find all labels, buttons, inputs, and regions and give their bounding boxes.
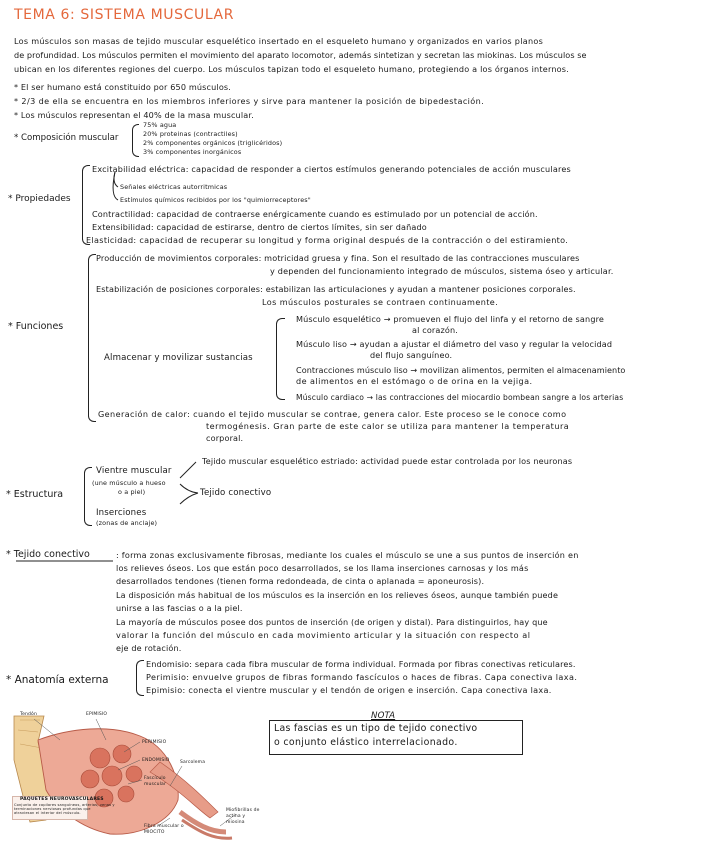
func-calor-1: Generación de calor: cuando el tejido muscular se contrae, genera calor. Este proceso se le conoce como bbox=[98, 409, 567, 419]
almacenar-item-3a: Contracciones músculo liso → movilizan alimentos, permiten el almacenamiento bbox=[296, 365, 626, 375]
funciones-label: * Funciones bbox=[8, 321, 64, 332]
intro-line-1: Los músculos son masas de tejido muscular esquelético insertado en el esqueleto humano y organizados en varios planos bbox=[14, 36, 544, 46]
func-produccion-1: Producción de movimientos corporales: motricidad gruesa y fina. Son el resultado de las contracciones musculares bbox=[96, 253, 580, 263]
almacenar-item-2a: Músculo liso → ayudan a ajustar el diámetro del vaso y regular la velocidad bbox=[296, 339, 613, 349]
nota-line-2: o conjunto elástico interrelacionado. bbox=[274, 737, 458, 748]
figure-caption-title: PAQUETES NEUROVASCULARES bbox=[20, 797, 104, 802]
fig-label-tendon: Tendón bbox=[20, 712, 37, 717]
anatomia-endomisio: Endomisio: separa cada fibra muscular de forma individual. Formada por fibras conectivas reticulares. bbox=[146, 659, 576, 669]
estructura-vientre-note-2: o a piel) bbox=[118, 488, 146, 496]
estructura-vientre: Vientre muscular bbox=[96, 466, 172, 476]
almacenar-item-2b: del flujo sanguíneo. bbox=[370, 350, 453, 360]
estructura-inserciones-note: (zonas de anclaje) bbox=[96, 519, 158, 527]
composicion-item-3: 2% componentes orgánicos (triglicéridos) bbox=[143, 139, 283, 147]
almacenar-item-1a: Músculo esquelético → promueven el flujo del linfa y el retorno de sangre bbox=[296, 314, 605, 324]
func-estabilizacion-1: Estabilización de posiciones corporales: estabilizan las articulaciones y ayudan a mantener posiciones corporales. bbox=[96, 284, 576, 294]
prop-elasticidad: Elasticidad: capacidad de recuperar su longitud y forma original después de la contracción o del estiramiento. bbox=[86, 235, 569, 245]
estructura-tejido-top: Tejido muscular esquelético estriado: actividad puede estar controlada por los neuronas bbox=[202, 456, 573, 466]
figure-caption-line-3: atraviesan el interior del músculo. bbox=[14, 811, 81, 815]
almacenar-item-1b: al corazón. bbox=[412, 325, 459, 335]
tejido-line-5: unirse a las fascias o a la piel. bbox=[116, 603, 243, 613]
func-calor-2: termogénesis. Gran parte de este calor se utiliza para mantener la temperatura bbox=[206, 421, 570, 431]
bullet-3: * Los músculos representan el 40% de la masa muscular. bbox=[14, 110, 254, 120]
estructura-vientre-note-1: (une músculo a hueso bbox=[92, 479, 166, 487]
anatomia-epimisio: Epimisio: conecta el vientre muscular y el tendón de origen e inserción. Capa conectiva laxa. bbox=[146, 685, 552, 695]
bullet-1: * El ser humano está constituido por 650 músculos. bbox=[14, 82, 232, 92]
estructura-label: * Estructura bbox=[6, 489, 64, 500]
fig-label-endomisio: ENDOMISIO bbox=[142, 758, 170, 763]
tejido-line-6: La mayoría de músculos posee dos puntos de inserción (de origen y distal). Para distinguirlos, hay que bbox=[116, 617, 548, 627]
tejido-label: * Tejido conectivo bbox=[6, 549, 90, 560]
composicion-item-2: 20% proteinas (contractiles) bbox=[143, 130, 238, 138]
figure-caption-line-2: terminaciones nerviosas profundas que bbox=[14, 807, 91, 811]
fig-label-perimisio: PERIMISIO bbox=[142, 740, 167, 745]
fibra-muscular bbox=[180, 812, 232, 838]
fig-label-fibra: Fibra muscular o MIOCITO bbox=[144, 824, 184, 835]
almacenar-item-4: Músculo cardiaco → las contracciones del miocardio bombean sangre a los arterias bbox=[296, 393, 624, 402]
figure-caption-line-1: Conjunto de capilares sanguíneos, arterias, venas y bbox=[14, 803, 115, 807]
bullet-2: * 2/3 de ella se encuentra en los miembros inferiores y sirve para mantener la posición de bipedestación. bbox=[14, 96, 485, 106]
prop-contractilidad: Contractilidad: capacidad de contraerse enérgicamente cuando es estimulado por un potencial de acción. bbox=[92, 209, 538, 219]
almacenar-item-3b: de alimentos en el estómago o de orina en la vejiga. bbox=[296, 376, 533, 386]
tejido-line-8: eje de rotación. bbox=[116, 643, 182, 653]
intro-line-2: de profundidad. Los músculos permiten el movimiento del aparato locomotor, además sintetizan y secretan las miokinas. Los músculos se bbox=[14, 50, 587, 60]
tejido-line-3: desarrollados tendones (tienen forma redondeada, de cinta o aplanada = aponeurosis). bbox=[116, 576, 485, 586]
tejido-line-4: La disposición más habitual de los músculos es la inserción en los relieves óseos, aunque también puede bbox=[116, 590, 559, 600]
tejido-line-2: los relieves óseos. Los que están poco desarrollados, se los llama inserciones carnosas y los más bbox=[116, 563, 529, 573]
estructura-inserciones: Inserciones bbox=[96, 508, 147, 518]
func-almacenar: Almacenar y movilizar sustancias bbox=[104, 353, 253, 363]
composicion-label: * Composición muscular bbox=[14, 133, 119, 143]
prop-sub-1: Señales eléctricas autorritmicas bbox=[120, 183, 228, 191]
nota-line-1: Las fascias es un tipo de tejido conectivo bbox=[274, 723, 478, 734]
prop-sub-2: Estímulos químicos recibidos por los "quimiorreceptores" bbox=[120, 196, 311, 204]
estructura-tejido-conectivo: Tejido conectivo bbox=[200, 488, 272, 498]
prop-extensibilidad: Extensibilidad: capacidad de estirarse, dentro de ciertos límites, sin ser dañado bbox=[92, 222, 427, 232]
composicion-item-4: 3% componentes inorgánicos bbox=[143, 148, 242, 156]
anatomia-perimisio: Perimisio: envuelve grupos de fibras formando fascículos o haces de fibras. Capa conectiva laxa. bbox=[146, 672, 578, 682]
intro-line-3: ubican en los diferentes regiones del cuerpo. Los músculos tapizan todo el esqueleto humano, protegiendo a los órganos internos. bbox=[14, 64, 569, 74]
fig-label-epimisio: EPIMISIO bbox=[86, 712, 108, 717]
nota-heading: NOTA bbox=[371, 711, 396, 721]
anatomia-label: * Anatomía externa bbox=[6, 674, 109, 686]
page-title: TEMA 6: SISTEMA MUSCULAR bbox=[14, 7, 235, 23]
fig-label-sarcolema: Sarcolema bbox=[180, 760, 206, 765]
func-calor-3: corporal. bbox=[206, 433, 244, 443]
composicion-item-1: 75% agua bbox=[143, 121, 177, 129]
tejido-line-1: : forma zonas exclusivamente fibrosas, mediante los cuales el músculo se une a sus puntos de inserción en bbox=[116, 550, 579, 560]
func-produccion-2: y dependen del funcionamiento integrado de músculos, sistema óseo y articular. bbox=[270, 266, 614, 276]
func-estabilizacion-2: Los músculos posturales se contraen continuamente. bbox=[262, 297, 499, 307]
tejido-line-7: valorar la función del músculo en cada movimiento articular y la situación con respecto al bbox=[116, 630, 531, 640]
fig-label-fasciculo: Fascículo muscular bbox=[144, 776, 166, 787]
prop-excitabilidad: Excitabilidad eléctrica: capacidad de responder a ciertos estímulos generando potenciales de acción musculares bbox=[92, 164, 571, 174]
propiedades-label: * Propiedades bbox=[8, 194, 71, 204]
fig-label-miofibrillas: Miofibrillas de actina y miosina bbox=[226, 808, 260, 825]
